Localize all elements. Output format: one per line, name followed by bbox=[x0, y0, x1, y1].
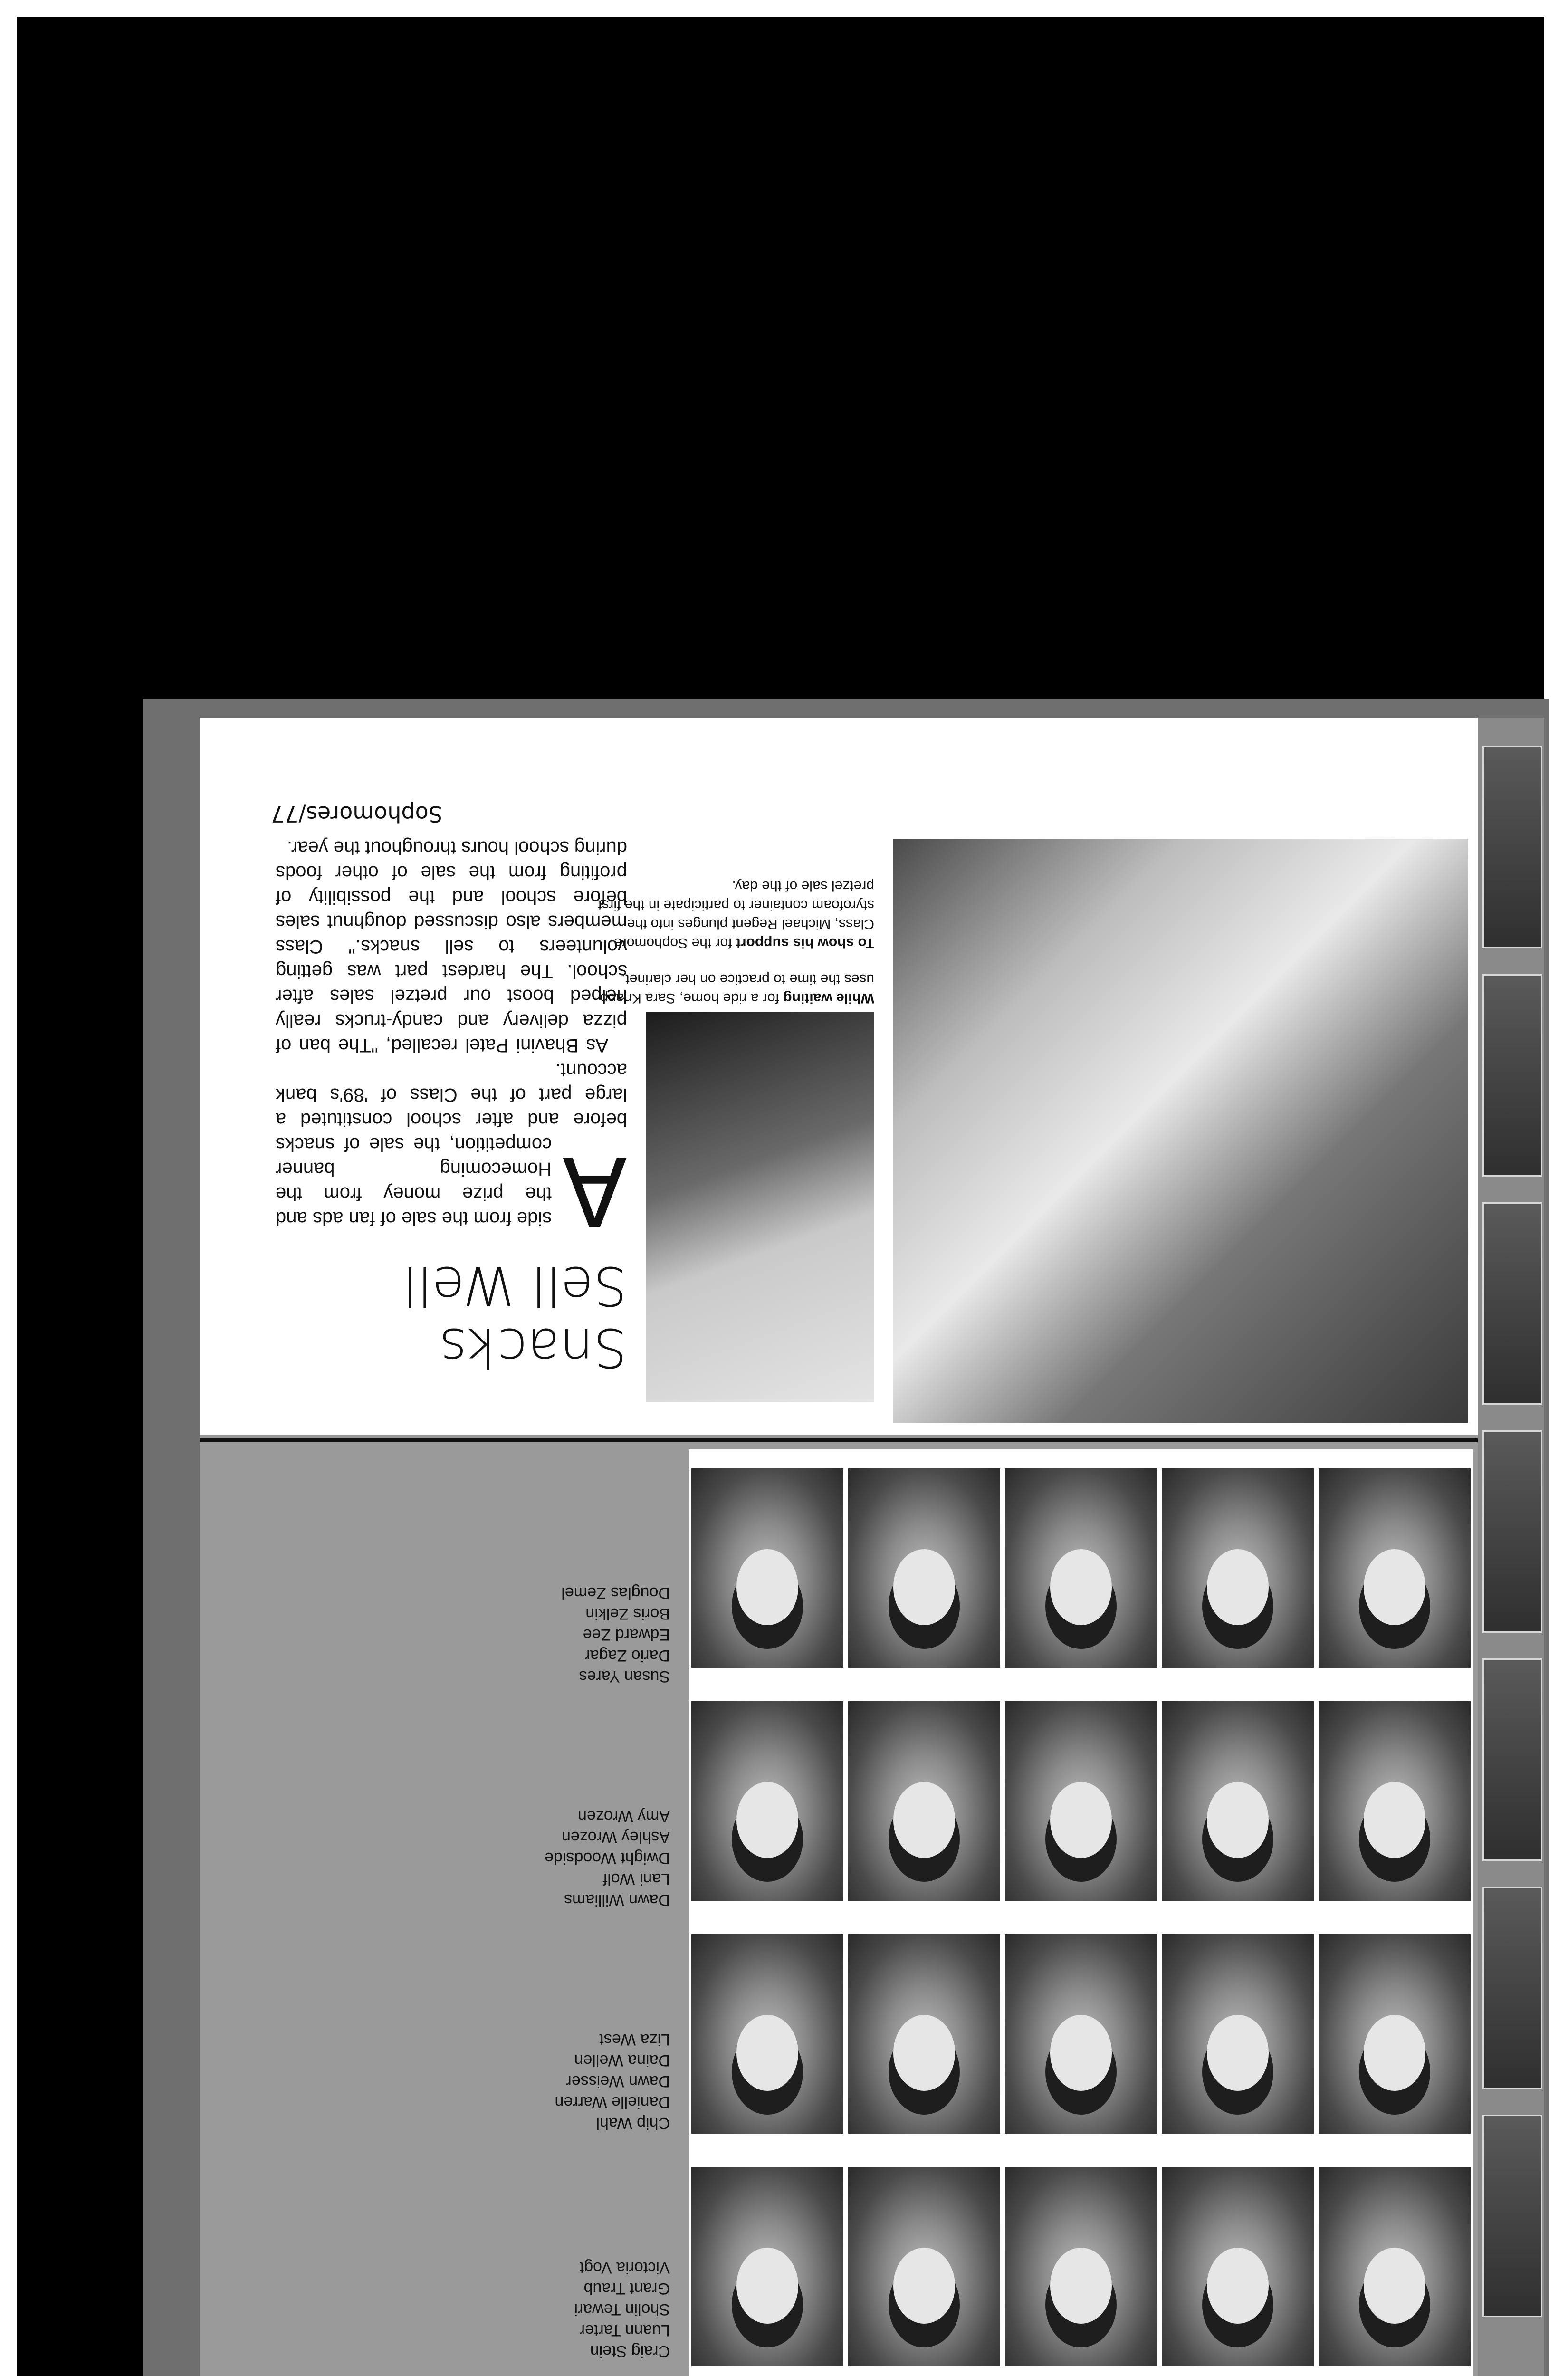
headline-line-2: Sell Well bbox=[402, 1255, 627, 1316]
partial-portrait bbox=[1482, 974, 1542, 1177]
yearbook-page bbox=[200, 718, 1478, 2376]
student-portrait bbox=[691, 2167, 843, 2366]
student-portrait bbox=[1319, 2167, 1471, 2366]
story-headline bbox=[276, 1255, 627, 1378]
student-portrait bbox=[848, 1701, 1000, 1901]
student-name: Liza West bbox=[599, 2031, 670, 2049]
student-name: Amy Wrozen bbox=[578, 1807, 670, 1825]
student-portrait bbox=[1005, 2167, 1157, 2366]
student-portrait bbox=[1005, 1468, 1157, 1668]
story-section bbox=[200, 718, 1478, 1435]
drop-cap: A bbox=[562, 1135, 627, 1246]
adjacent-page-edge bbox=[1478, 718, 1544, 2376]
partial-portrait bbox=[1482, 2115, 1542, 2317]
student-portrait bbox=[1162, 1468, 1314, 1668]
clarinet-photo bbox=[646, 1012, 874, 1402]
student-name: Dawn Weisser bbox=[566, 2072, 670, 2090]
student-name: Sholin Tewari bbox=[574, 2300, 670, 2319]
student-name: Dawn Williams bbox=[564, 1891, 670, 1909]
student-name: Victoria Vogt bbox=[579, 2259, 670, 2277]
student-portrait bbox=[1005, 1934, 1157, 2134]
portrait-grid bbox=[689, 1449, 1473, 2376]
student-name: Susan Yares bbox=[579, 1667, 670, 1686]
headline-line-1: Snacks bbox=[439, 1316, 627, 1378]
caption-clarinet: While waiting for a ride home, Sara Knapp uses the time to practice on her clarinet. bbox=[600, 971, 874, 1006]
student-portrait bbox=[691, 1934, 843, 2134]
student-name: Douglas Zemel bbox=[561, 1584, 670, 1602]
partial-portrait bbox=[1482, 1887, 1542, 2089]
student-portrait bbox=[1319, 1934, 1471, 2134]
student-portrait bbox=[1319, 1701, 1471, 1901]
student-name: Edward Zee bbox=[583, 1626, 670, 1644]
student-name: Craig Stein bbox=[590, 2342, 670, 2360]
partial-portrait bbox=[1482, 1658, 1542, 1861]
student-name: Boris Zelkin bbox=[585, 1605, 670, 1623]
student-name: Chip Wahl bbox=[596, 2114, 670, 2132]
section-divider bbox=[200, 1438, 1478, 1442]
pretzel-sale-photo bbox=[893, 839, 1468, 1423]
student-name: Ashley Wrozen bbox=[561, 1828, 670, 1846]
student-portrait bbox=[848, 1934, 1000, 2134]
student-name: Luann Tarter bbox=[579, 2321, 670, 2339]
student-name: Danielle Warren bbox=[555, 2093, 670, 2111]
partial-portrait bbox=[1482, 1430, 1542, 1633]
name-list bbox=[404, 2029, 670, 2134]
partial-portrait bbox=[1482, 1202, 1542, 1405]
partial-portrait bbox=[1482, 746, 1542, 948]
student-name: Daina Wellen bbox=[574, 2051, 670, 2069]
student-portrait bbox=[691, 1468, 843, 1668]
student-name: Dwight Woodside bbox=[545, 1849, 670, 1867]
caption-pretzel: To show his support for the Sophomore Class, Michael Regent plunges into the styrofoam container to participate in the first pretzel sale of the day. bbox=[598, 878, 874, 951]
student-portrait bbox=[1162, 2167, 1314, 2366]
story-paragraph-2: As Bhavini Patel recalled, ''The ban of pizza delivery and candy-trucks really helped boost our pretzel sales after school. The hardest part was getting volunteers to sell snacks.'' Class members also discussed doughnut sales before school and the possibility of profiting from the sale of other foods during school hours throughout the year. bbox=[276, 837, 627, 1056]
student-name: Dario Zagar bbox=[584, 1647, 670, 1665]
student-portrait bbox=[848, 2167, 1000, 2366]
student-portrait bbox=[1319, 1468, 1471, 1668]
page-folio: Sophomores/77 bbox=[271, 801, 442, 827]
story-paragraph-1: side from the sale of fan ads and the prize money from the Homecoming banner competition, the sale of snacks before and after school constituted a large part of the Class of '89's bank account. bbox=[276, 1060, 627, 1229]
photo-captions bbox=[589, 859, 874, 1007]
student-portrait bbox=[848, 1468, 1000, 1668]
student-portrait bbox=[1162, 1934, 1314, 2134]
name-list bbox=[404, 1582, 670, 1687]
story-body bbox=[276, 835, 627, 1246]
student-name: Grant Traub bbox=[583, 2280, 670, 2298]
student-portrait bbox=[1005, 1701, 1157, 1901]
rotated-page-content bbox=[200, 718, 1478, 2376]
student-name: Lani Wolf bbox=[602, 1870, 670, 1888]
name-list bbox=[404, 2257, 670, 2362]
name-list bbox=[404, 1806, 670, 1910]
student-portrait bbox=[1162, 1701, 1314, 1901]
student-portrait bbox=[691, 1701, 843, 1901]
